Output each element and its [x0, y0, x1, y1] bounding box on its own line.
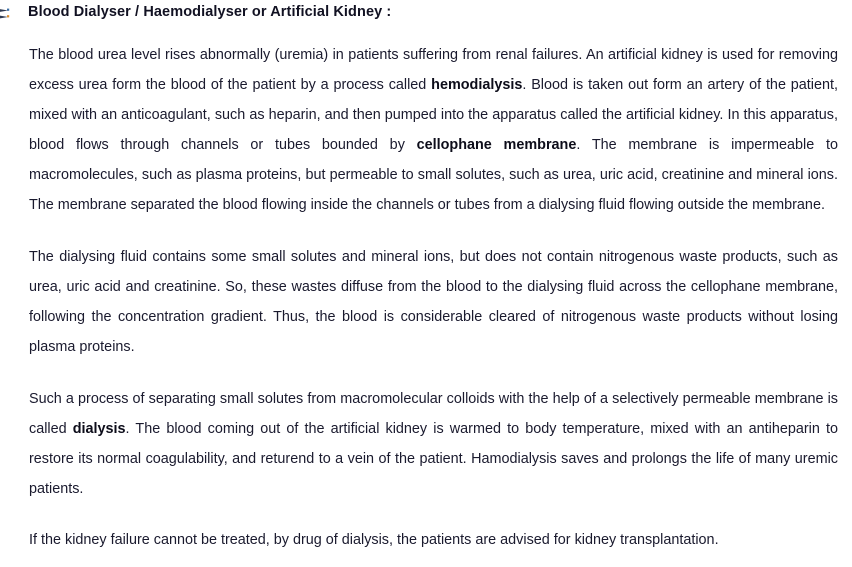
- paragraph-text: The blood urea level rises abnormally (uremia) in patients suffering from renal failures. An artificial kidney is used for removing excess urea form the blood of the patient by a process called: [29, 47, 838, 93]
- paragraph-4: [29, 525, 838, 555]
- emphasis-term: hemodialysis: [431, 77, 523, 93]
- paragraph-text: The dialysing fluid contains some small solutes and mineral ions, but does not contain nitrogenous waste products, such as urea, uric acid and creatinine. So, these wastes diffuse from the blood to the dialysing fluid across the cellophane membrane, following the concentration gradient. Thus, the blood is considerable cleared of nitrogenous waste products without losing plasma proteins.: [29, 249, 838, 355]
- paragraph-text: . The blood coming out of the artificial kidney is warmed to body temperature, mixed with an antiheparin to restore its normal coagulability, and returend to a vein of the patient. Hamodialysis saves and prolongs the life of many uremic patients.: [29, 421, 838, 497]
- paragraph-3: [29, 384, 838, 504]
- paragraph-2: [29, 242, 838, 362]
- section-heading-row: [0, 2, 852, 26]
- paragraph-text: Such a process of separating small solutes from macromolecular colloids with the help of a selectively permeable membrane is called: [29, 391, 838, 437]
- document-body: [29, 40, 838, 555]
- arrow-bullet-icon: [0, 5, 22, 23]
- paragraph-text: . The membrane is impermeable to macromolecules, such as plasma proteins, but permeable to small solutes, such as urea, uric acid, creatinine and mineral ions. The membrane separated the blood flowing inside the channels or tubes from a dialysing fluid flowing outside the membrane.: [29, 137, 839, 213]
- paragraph-1: [29, 40, 838, 220]
- paragraph-text: If the kidney failure cannot be treated, by drug of dialysis, the patients are advised for kidney transplantation.: [29, 532, 719, 548]
- paragraph-text: . Blood is taken out form an artery of the patient, mixed with an anticoagulant, such as heparin, and then pumped into the apparatus called the artificial kidney. In this apparatus, blood flows through channels or tubes bounded by: [29, 77, 838, 153]
- page-title: Blood Dialyser / Haemodialyser or Artificial Kidney :: [28, 4, 392, 20]
- emphasis-term: dialysis: [72, 421, 126, 437]
- emphasis-term: cellophane membrane: [416, 137, 577, 153]
